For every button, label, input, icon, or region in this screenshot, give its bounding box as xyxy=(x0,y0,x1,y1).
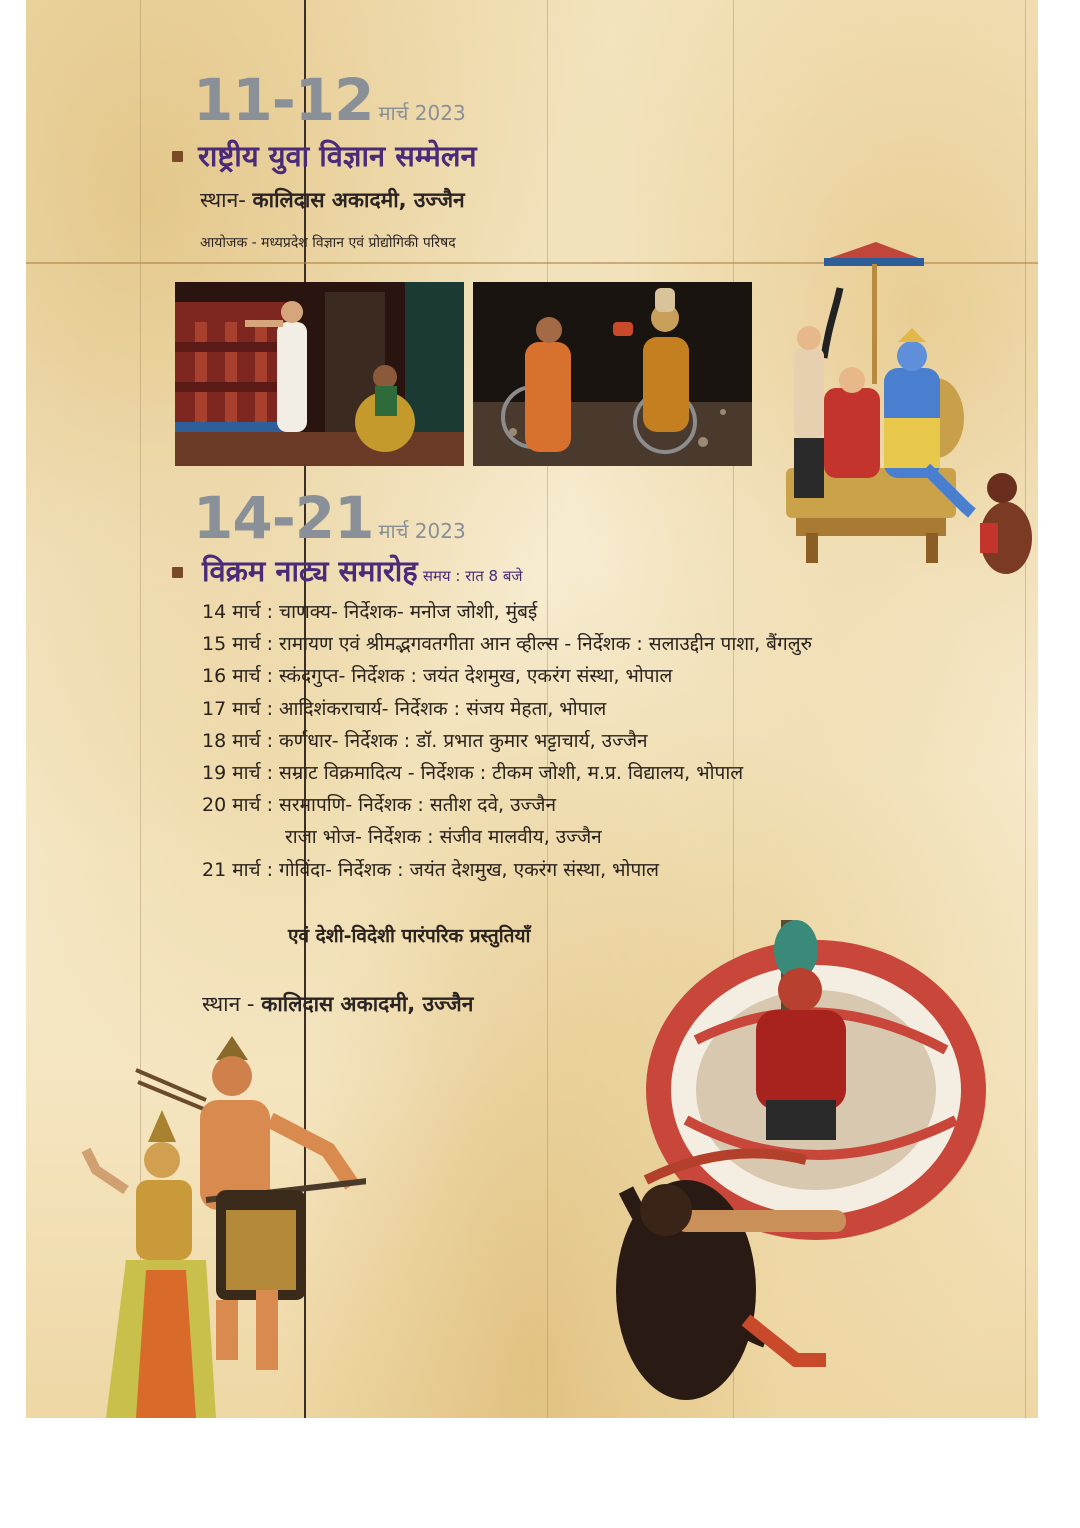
schedule-row: राजा भोज- निर्देशक : संजीव मालवीय, उज्जैन xyxy=(285,826,602,849)
bullet-icon xyxy=(172,567,183,578)
illustration-theyyam-dancer-archer xyxy=(566,890,1006,1418)
schedule-row: 20 मार्च : सरमापणि- निर्देशक : सतीश दवे, उज्जैन xyxy=(202,794,557,817)
schedule-row: 16 मार्च : स्कंदगुप्त- निर्देशक : जयंत देशमुख, एकरंग संस्था, भोपाल xyxy=(202,665,673,688)
stage-photo-wheelchair-performers xyxy=(473,282,752,466)
section2-venue xyxy=(202,990,473,1018)
brochure-page xyxy=(26,0,1038,1418)
schedule-row: 14 मार्च : चाणक्य- निर्देशक- मनोज जोशी, मुंबई xyxy=(202,601,538,623)
section1-date-header xyxy=(193,66,466,134)
additional-performances: एवं देशी-विदेशी पारंपरिक प्रस्तुतियाँ xyxy=(288,925,531,947)
illustration-rama-sita-throne-hanuman xyxy=(766,238,1034,586)
section1-date-range: 11-12 xyxy=(193,66,374,134)
venue-label: स्थान- xyxy=(200,188,246,212)
section2-title-row xyxy=(202,551,523,590)
bullet-icon xyxy=(172,151,183,162)
section1-organizer: आयोजक - मध्यप्रदेश विज्ञान एवं प्रोद्योगिकी परिषद xyxy=(200,235,456,251)
schedule-row: 18 मार्च : कर्णधार- निर्देशक : डॉ. प्रभात कुमार भट्टाचार्य, उज्जैन xyxy=(202,729,648,752)
section2-month-year: मार्च 2023 xyxy=(378,519,466,543)
stage-photo-chanakya xyxy=(175,282,464,466)
section2-timing: समय : रात 8 बजे xyxy=(422,567,523,585)
schedule-row: 15 मार्च : रामायण एवं श्रीमद्भगवतगीता आन व्हील्स - निर्देशक : सलाउद्दीन पाशा, बैंगलुरु xyxy=(202,633,812,656)
schedule-row: 17 मार्च : आदिशंकराचार्य- निर्देशक : संजय मेहता, भोपाल xyxy=(202,697,607,720)
section2-event-title: विक्रम नाट्य समारोह xyxy=(202,554,418,588)
section1-venue xyxy=(200,186,465,214)
section1-month-year: मार्च 2023 xyxy=(378,101,466,125)
schedule-list xyxy=(202,598,1002,888)
illustration-rama-archer-dancers xyxy=(66,1030,366,1418)
venue-name: कालिदास अकादमी, उज्जैन xyxy=(261,992,474,1016)
venue-label: स्थान - xyxy=(202,992,255,1016)
section1-event-title: राष्ट्रीय युवा विज्ञान सम्मेलन xyxy=(198,139,477,173)
fold-line xyxy=(1025,0,1026,1418)
schedule-row: 21 मार्च : गोविंदा- निर्देशक : जयंत देशमुख, एकरंग संस्था, भोपाल xyxy=(202,858,660,881)
venue-name: कालिदास अकादमी, उज्जैन xyxy=(252,188,465,212)
section2-date-header xyxy=(193,484,466,552)
schedule-row: 19 मार्च : सम्राट विक्रमादित्य - निर्देशक : टीकम जोशी, म.प्र. विद्यालय, भोपाल xyxy=(202,761,744,784)
section2-date-range: 14-21 xyxy=(193,484,374,552)
